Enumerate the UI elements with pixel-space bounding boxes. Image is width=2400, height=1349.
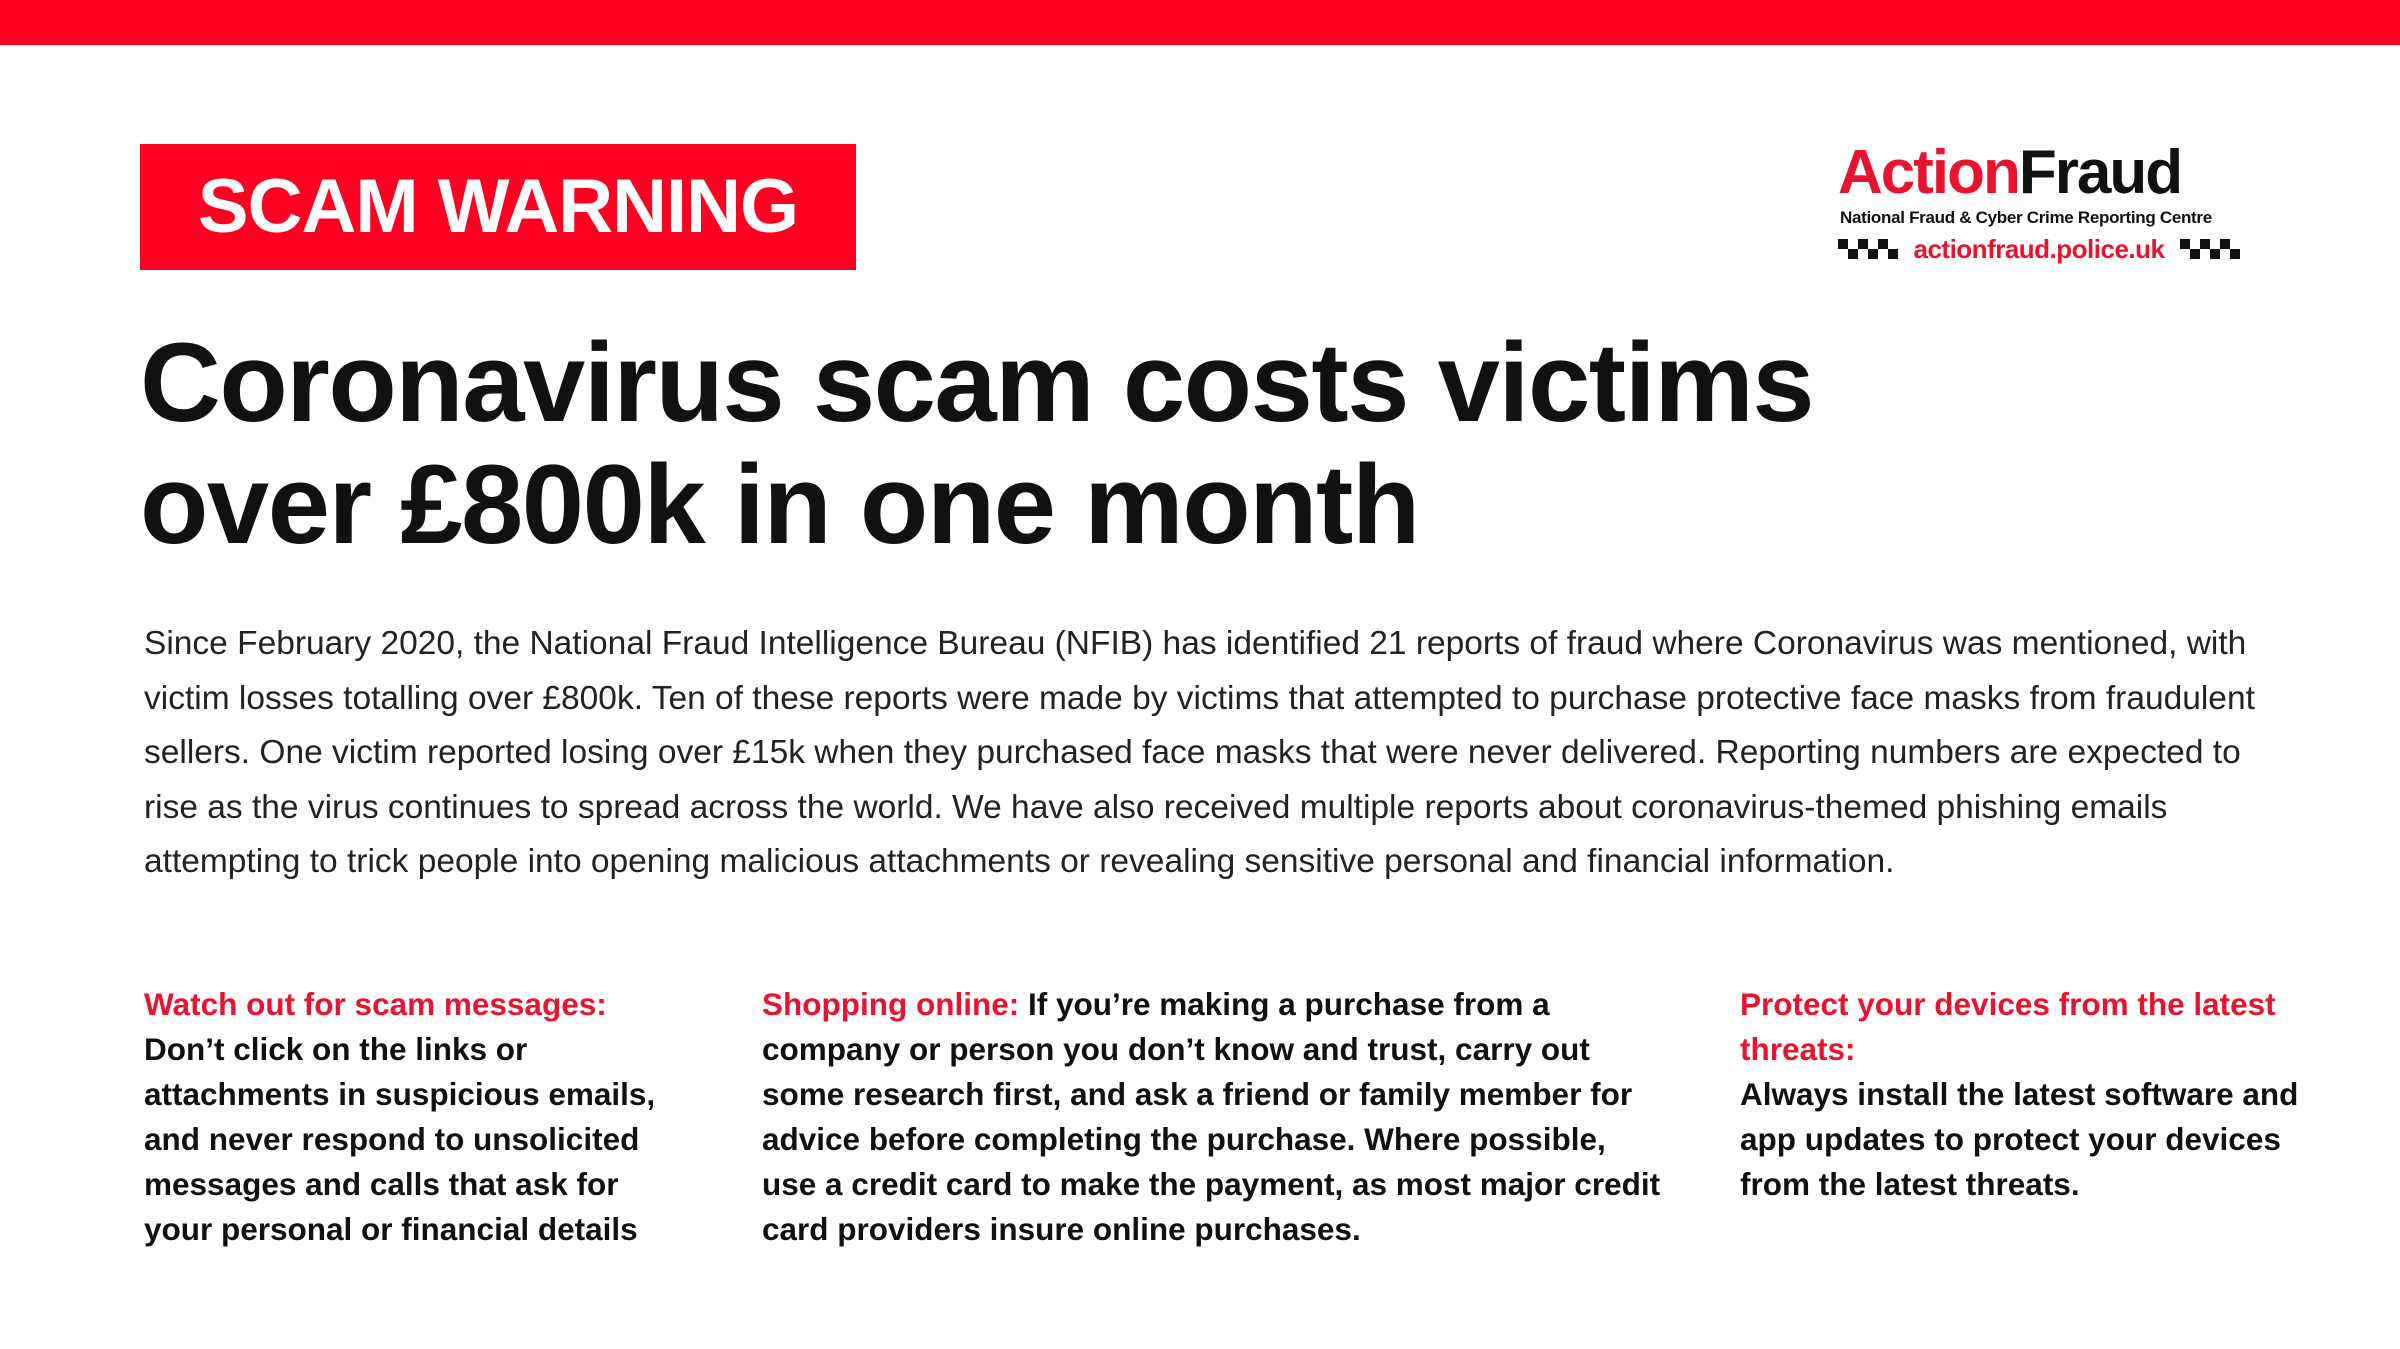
tip-protect-devices	[1740, 982, 2300, 1207]
action-fraud-logo	[1838, 138, 2240, 264]
scam-warning-badge	[140, 144, 856, 270]
headline-line-2: over £800k in one month	[140, 442, 1419, 567]
tip-shopping-online	[762, 982, 1662, 1252]
tip-text: Always install the latest software and app updates to protect your devices from the latest threats.	[1740, 1076, 2299, 1202]
headline-line-1: Coronavirus scam costs victims	[140, 320, 1814, 445]
tip-heading: Shopping online:	[762, 986, 1020, 1022]
body-paragraph: Since February 2020, the National Fraud Intelligence Bureau (NFIB) has identified 21 reports of fraud where Coronavirus was mentioned, with victim losses totalling over £800k. Ten of these reports were made by victims that attempted to purchase protective face masks from fraudulent sellers. One victim reported losing over £15k when they purchased face masks that were never delivered. Reporting numbers are expected to rise as the virus continues to spread across the world. We have also received multiple reports about coronavirus-themed phishing emails attempting to trick people into opening malicious attachments or revealing sensitive personal and financial information.	[144, 625, 2255, 880]
tip-heading: Watch out for scam messages:	[144, 986, 607, 1022]
tip-text: Don’t click on the links or attachments in suspicious emails, and never respond to unsolicited messages and calls that ask for your personal or financial details	[144, 1031, 656, 1247]
headline	[140, 322, 2290, 566]
checker-pattern-icon	[1838, 239, 1898, 259]
logo-subtitle: National Fraud & Cyber Crime Reporting Centre	[1840, 208, 2212, 227]
tip-scam-messages	[144, 982, 684, 1252]
checker-pattern-icon	[2180, 239, 2240, 259]
tip-text: If you’re making a purchase from a company or person you don’t know and trust, carry out some research first, and ask a friend or family member for advice before completing the purchase. Where possible, use a credit card to make the payment, as most major credit card providers insure online purchases.	[762, 986, 1661, 1247]
logo-word-action: Action	[1838, 138, 2019, 207]
logo-url: actionfraud.police.uk	[1913, 233, 2165, 264]
logo-word-fraud: Fraud	[2018, 138, 2182, 207]
top-red-bar	[0, 0, 2400, 45]
logo-url-row	[1838, 234, 2240, 264]
scam-warning-label: SCAM WARNING	[197, 164, 799, 249]
tip-heading: Protect your devices from the latest threats:	[1740, 986, 2276, 1067]
logo-wordmark	[1838, 138, 2182, 207]
